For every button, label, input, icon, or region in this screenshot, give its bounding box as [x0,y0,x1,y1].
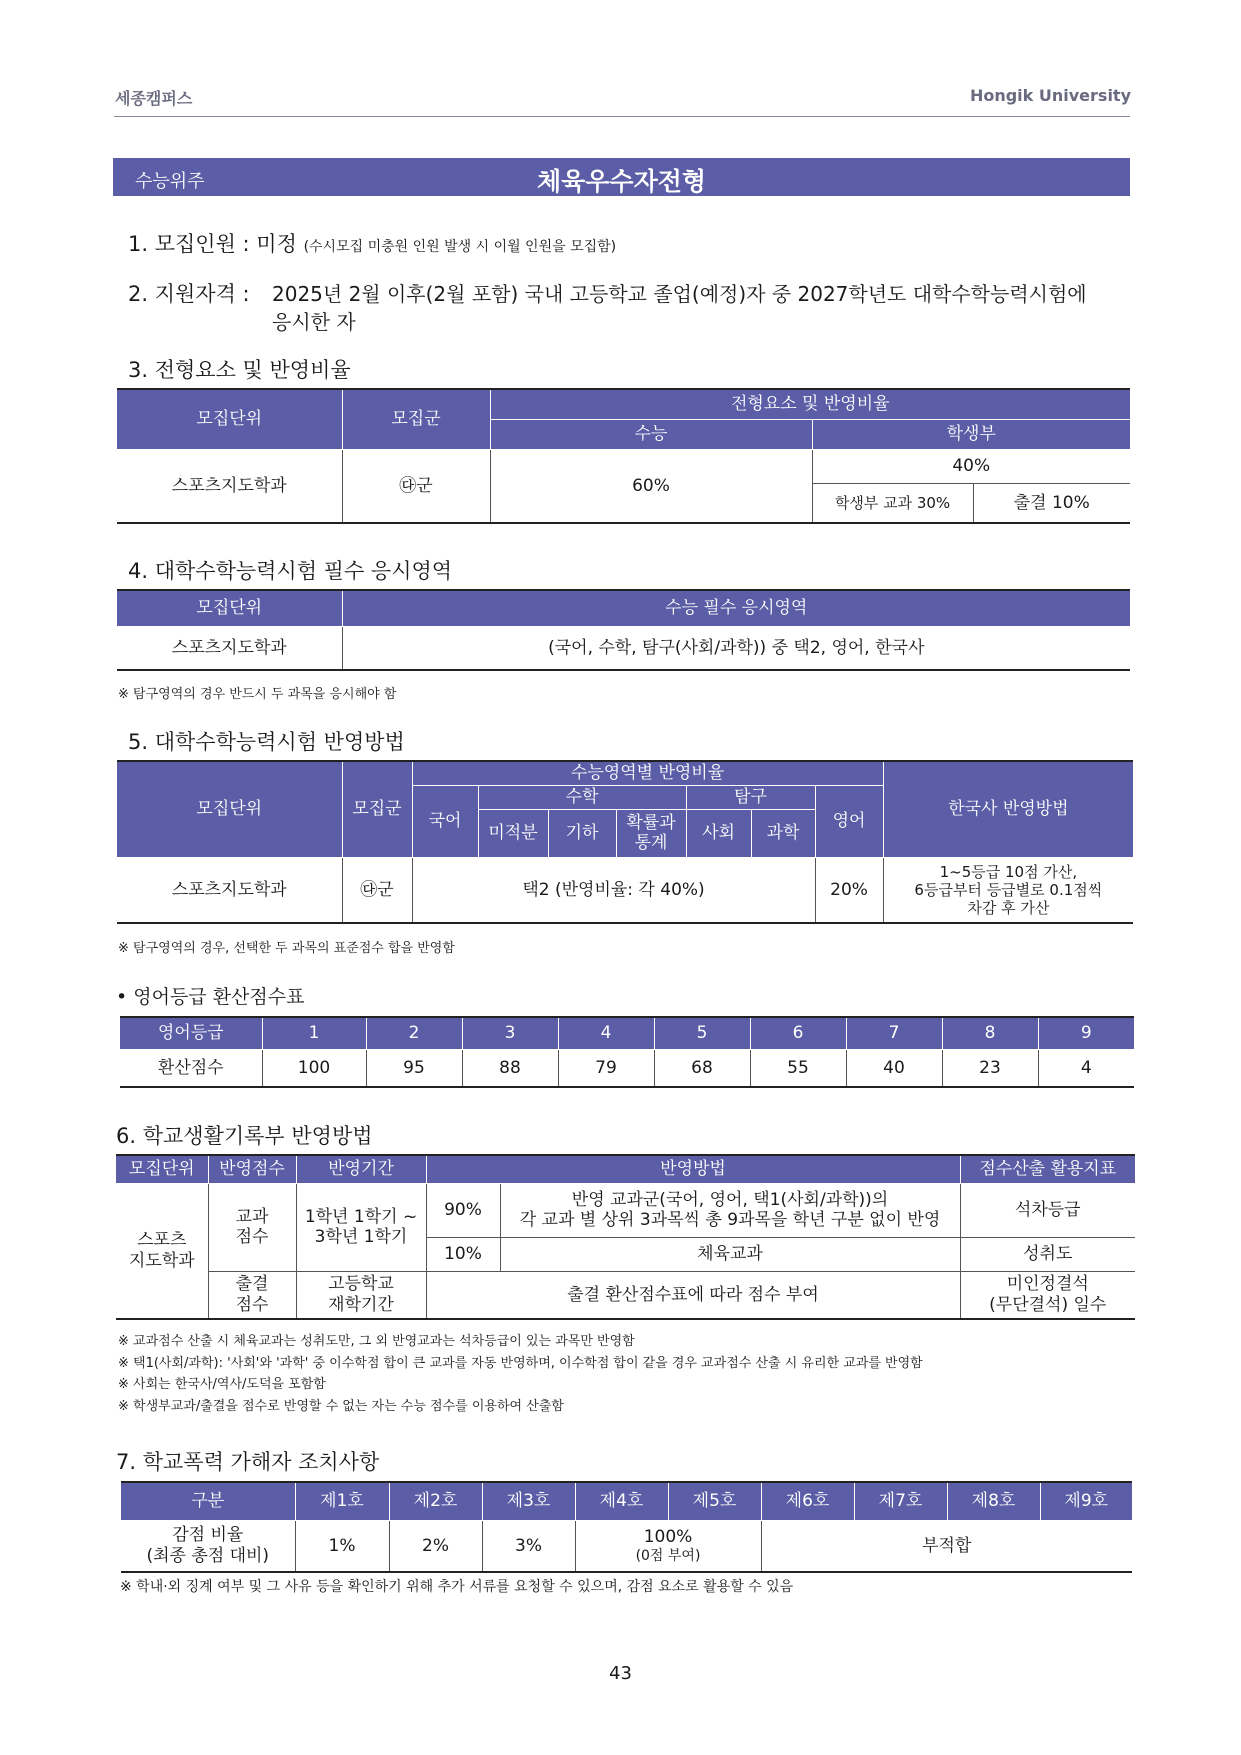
sec4-title: 4. 대학수학능력시험 필수 응시영역 [128,559,453,583]
th-level-4: 제4호 [575,1482,668,1520]
cell-grade-score [208,1183,296,1271]
cell-score-1: 100 [262,1049,366,1087]
sec6-note-2: ※ 택1(사회/과학): '사회'와 '과학' 중 이수학점 합이 큰 교과를 자동 반영하며, 이수학점 합이 같을 경우 교과점수 산출 시 유리한 교과를 반영함 [118,1355,923,1371]
th-grade-2: 2 [366,1017,462,1049]
th-ratio: 수능영역별 반영비율 [412,761,883,785]
cell-attendance-score [208,1271,296,1319]
cell-score-6: 55 [750,1049,846,1087]
campus-label: 세종캠퍼스 [115,89,193,108]
th-unit: 모집단위 [116,1155,208,1183]
english-table-title: • 영어등급 환산점수표 [116,986,305,1008]
cell-unit: 스포츠지도학과 [117,857,342,923]
cell-method90 [500,1183,960,1237]
th-group: 모집군 [342,389,490,449]
cell-converted-score-label: 환산점수 [120,1049,262,1087]
sec6-note-4: ※ 학생부교과/출결을 점수로 반영할 수 없는 자는 수능 점수를 이용하여 산출함 [118,1398,564,1414]
cell-choice: 택2 (반영비율: 각 40%) [412,857,815,923]
th-level-8: 제8호 [947,1482,1040,1520]
th-level-3: 제3호 [482,1482,575,1520]
school-violence-table [121,1481,1132,1573]
attperiod-line2: 재학기간 [328,1294,394,1315]
banner-category: 수능위주 [135,171,205,192]
th-unit: 모집단위 [117,761,342,857]
cell-csat: 60% [490,449,812,523]
cell-deduction-label [121,1520,295,1572]
th-unit: 모집단위 [117,389,342,449]
sec6-note-1: ※ 교과점수 산출 시 체육교과는 성취도만, 그 외 반영교과는 석차등급이 있는 과목만 반영함 [118,1334,635,1349]
th-grade-7: 7 [846,1017,942,1049]
sec4-note: ※ 탐구영역의 경우 반드시 두 과목을 응시해야 함 [118,687,397,702]
page-number: 43 [609,1663,632,1684]
cell-score-4: 79 [558,1049,654,1087]
cell-pct90: 90% [426,1183,500,1237]
required-area-table [117,589,1130,671]
th-prob-line2: 통계 [634,833,668,853]
th-english-grade: 영어등급 [120,1017,262,1049]
th-math: 수학 [478,785,686,809]
cell-level3: 3% [482,1520,575,1572]
th-csat: 수능 [490,419,812,449]
th-record: 학생부 [812,419,1130,449]
method90-line2: 각 교과 별 상위 3과목씩 총 9과목을 학년 구분 없이 반영 [519,1210,941,1230]
th-grade-6: 6 [750,1017,846,1049]
title-banner [113,158,1130,196]
level45-line2: (0점 부여) [635,1547,701,1564]
university-label: Hongik University [969,86,1131,105]
english-score-table [120,1016,1134,1088]
grade-line1: 교과 [235,1206,269,1227]
sec2-line1: 2025년 2월 이후(2월 포함) 국내 고등학교 졸업(예정)자 중 2027학년도 대학수학능력시험에 [272,282,1087,306]
th-group: 모집군 [342,761,412,857]
history-line1: 1~5등급 10점 가산, [939,862,1078,881]
cell-level1: 1% [295,1520,389,1572]
cell-grade-period [296,1183,426,1271]
th-english: 영어 [815,785,883,857]
cell-group: ㉰군 [342,857,412,923]
th-prob-line1: 확률과 [626,812,676,833]
sec7-title: 7. 학교폭력 가해자 조치사항 [116,1450,380,1474]
th-inquiry: 탐구 [686,785,815,809]
history-line2: 6등급부터 등급별로 0.1점씩 [914,880,1103,899]
sec5-note: ※ 탐구영역의 경우, 선택한 두 과목의 표준점수 합을 반영함 [118,941,455,956]
period-line2: 3학년 1학기 [314,1227,408,1247]
deduction-line1: 감점 비율 [172,1525,244,1546]
sec2-line2: 응시한 자 [272,310,356,334]
sec6-notes [118,1331,923,1417]
cell-attendance-index [960,1271,1135,1319]
cell-level6-9: 부적합 [761,1520,1132,1572]
th-social: 사회 [686,809,751,857]
page-title: 체육우수자전형 [536,167,707,196]
cell-index10: 성취도 [960,1237,1135,1271]
sec3-title: 3. 전형요소 및 반영비율 [128,358,351,382]
period-line1: 1학년 1학기 ~ [304,1206,418,1227]
th-method: 반영방법 [426,1155,960,1183]
sec7-note: ※ 학내·외 징계 여부 및 그 사유 등을 확인하기 위해 추가 서류를 요청할 수 있으며, 감점 요소로 활용할 수 있음 [120,1579,794,1595]
sec6-title: 6. 학교생활기록부 반영방법 [116,1124,373,1148]
cell-score-2: 95 [366,1049,462,1087]
cell-unit: 스포츠지도학과 [117,626,342,670]
th-level-6: 제6호 [761,1482,854,1520]
sec5-title: 5. 대학수학능력시험 반영방법 [128,730,405,754]
th-index: 점수산출 활용지표 [960,1155,1135,1183]
cell-record-grade: 학생부 교과 30% [812,483,973,523]
th-score: 반영점수 [208,1155,296,1183]
attperiod-line1: 고등학교 [328,1274,394,1295]
cell-unit [116,1183,208,1319]
th-grade-3: 3 [462,1017,558,1049]
th-calculus: 미적분 [478,809,548,857]
sec6-note-3: ※ 사회는 한국사/역사/도덕을 포함함 [118,1377,326,1392]
th-elements: 전형요소 및 반영비율 [490,389,1130,419]
th-level-5: 제5호 [668,1482,761,1520]
cell-score-3: 88 [462,1049,558,1087]
sec1-label: 1. 모집인원 : [128,232,250,256]
cell-level2: 2% [389,1520,482,1572]
th-level-9: 제9호 [1040,1482,1132,1520]
th-science: 과학 [751,809,815,857]
th-unit: 모집단위 [117,590,342,626]
cell-english: 20% [815,857,883,923]
th-history: 한국사 반영방법 [883,761,1133,857]
cell-unit: 스포츠지도학과 [117,449,342,523]
header-divider [114,116,1130,117]
cell-score-5: 68 [654,1049,750,1087]
cell-attendance-period [296,1271,426,1319]
th-grade-5: 5 [654,1017,750,1049]
cell-group: ㉰군 [342,449,490,523]
cell-score-7: 40 [846,1049,942,1087]
unit-line1: 스포츠 [137,1230,187,1251]
th-probability [616,809,686,857]
level45-line1: 100% [643,1527,693,1548]
cell-history [883,857,1133,923]
att-line2: 점수 [235,1294,269,1315]
th-level-7: 제7호 [854,1482,947,1520]
cell-level4-5 [575,1520,761,1572]
unit-line2: 지도학과 [128,1250,195,1271]
cell-attendance-method: 출결 환산점수표에 따라 점수 부여 [426,1271,960,1319]
cell-area: (국어, 수학, 탐구(사회/과학)) 중 택2, 영어, 한국사 [342,626,1130,670]
th-area: 수능 필수 응시영역 [342,590,1130,626]
th-grade-4: 4 [558,1017,654,1049]
sec2-label: 2. 지원자격 : [128,282,250,306]
th-grade-1: 1 [262,1017,366,1049]
cell-method10: 체육교과 [500,1237,960,1271]
th-grade-8: 8 [942,1017,1038,1049]
th-geometry: 기하 [548,809,616,857]
sec1-value: 미정 [256,232,297,256]
cell-record: 40% [812,449,1130,483]
att-line1: 출결 [235,1274,269,1295]
cell-score-8: 23 [942,1049,1038,1087]
selection-ratio-table [117,388,1130,524]
method90-line1: 반영 교과군(국어, 영어, 택1(사회/과학))의 [571,1189,889,1210]
grade-line2: 점수 [235,1227,269,1247]
sec1-note: (수시모집 미충원 인원 발생 시 이월 인원을 모집함) [303,239,617,255]
th-type: 구분 [121,1482,295,1520]
th-period: 반영기간 [296,1155,426,1183]
cell-score-9: 4 [1038,1049,1134,1087]
th-korean: 국어 [412,785,478,857]
th-level-2: 제2호 [389,1482,482,1520]
cell-index90: 석차등급 [960,1183,1135,1237]
attindex-line2: (무단결석) 일수 [989,1294,1107,1315]
attindex-line1: 미인정결석 [1006,1274,1089,1295]
history-line3: 차감 후 가산 [967,898,1050,917]
section-1 [128,228,616,258]
th-grade-9: 9 [1038,1017,1134,1049]
th-level-1: 제1호 [295,1482,389,1520]
csat-method-table [117,760,1133,924]
cell-attendance: 출결 10% [973,483,1130,523]
deduction-line2: (최종 총점 대비) [146,1545,270,1566]
school-record-table [116,1154,1135,1320]
cell-pct10: 10% [426,1237,500,1271]
